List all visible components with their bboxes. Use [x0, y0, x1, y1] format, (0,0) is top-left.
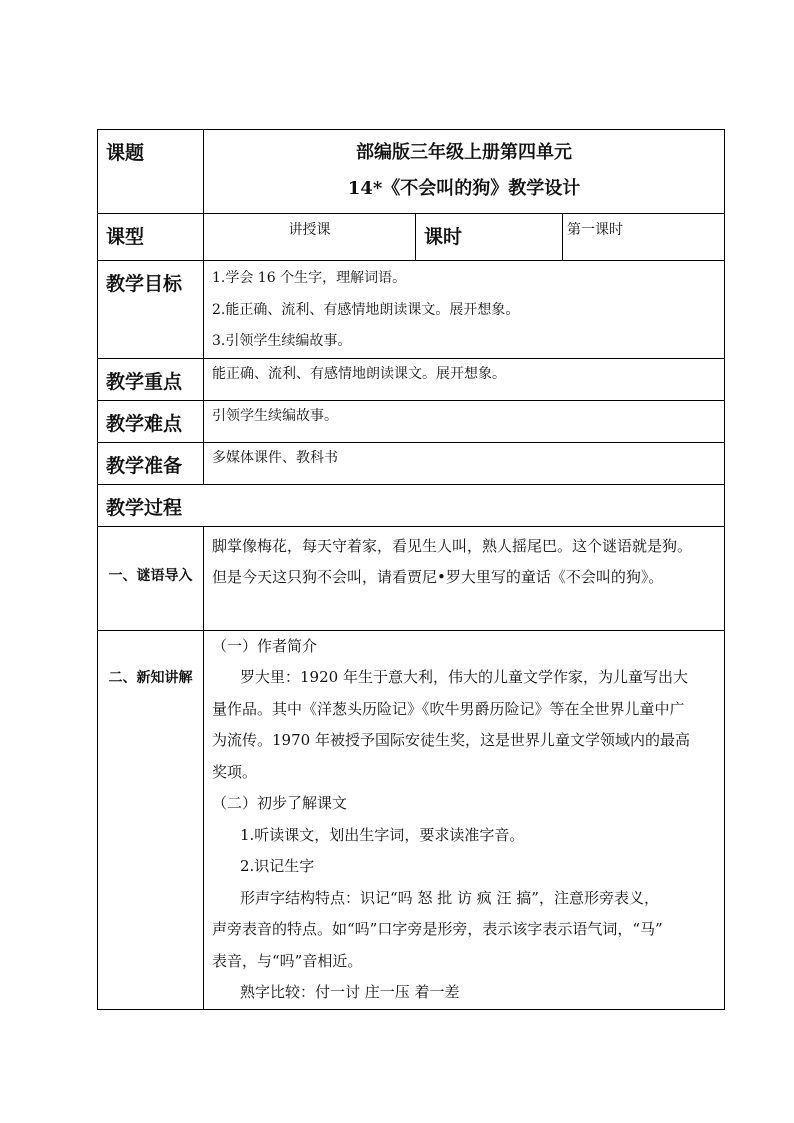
- character-structure-line: 声旁表音的特点。如“吗”口字旁是形旁，表示该字表示语气词，“马”: [212, 920, 663, 938]
- section2-row: [98, 630, 725, 1009]
- section1-content: [204, 526, 725, 630]
- author-line: 罗大里：1920 年生于意大利，伟大的儿童文学作家，为儿童写出大: [240, 668, 688, 686]
- key-points-row: [98, 358, 725, 400]
- author-line: 为流传。1970 年被授予国际安徒生奖，这是世界儿童文学领域内的最高: [212, 731, 690, 749]
- step-item: 1.听读课文，划出生字词，要求读准字音。: [240, 825, 525, 844]
- section2-content: [204, 630, 725, 1009]
- lesson-plan-table: [97, 129, 725, 1010]
- riddle-line: 脚掌像梅花，每天守着家，看见生人叫，熟人摇尾巴。这个谜语就是狗。: [212, 536, 693, 555]
- lesson-type-label: 课型: [98, 214, 204, 261]
- difficulties-value: 引领学生续编故事。: [204, 400, 725, 442]
- lesson-type-value: 讲授课: [204, 214, 416, 261]
- step-item: 2.识记生字: [240, 857, 315, 875]
- topic-label: 课题: [98, 130, 204, 214]
- preparation-value: 多媒体课件、教科书: [204, 442, 725, 484]
- author-heading: （一）作者简介: [212, 636, 318, 655]
- key-points-label: 教学重点: [98, 358, 204, 400]
- text-heading: （二）初步了解课文: [212, 794, 348, 812]
- lesson-title: [204, 130, 725, 214]
- author-line: 奖项。: [212, 762, 258, 781]
- lesson-title-line2: 14*《不会叫的狗》教学设计: [347, 178, 581, 199]
- process-label: 教学过程: [98, 484, 725, 526]
- goals-row: [98, 261, 725, 359]
- goal-item: 3.引领学生续编故事。: [212, 333, 352, 349]
- period-label: 课时: [416, 214, 563, 261]
- lesson-plan-sheet: [97, 129, 724, 1001]
- author-line: 量作品。其中《洋葱头历险记》《吹牛男爵历险记》等在全世界儿童中广: [212, 699, 685, 718]
- goal-item: 2.能正确、流利、有感情地朗读课文。展开想象。: [212, 301, 520, 318]
- preparation-label: 教学准备: [98, 442, 204, 484]
- goals-list: [204, 261, 725, 359]
- section1-row: [98, 526, 725, 630]
- process-row: [98, 484, 725, 526]
- preparation-row: [98, 442, 725, 484]
- section1-label: 一、谜语导入: [98, 526, 204, 630]
- character-compare-line: 熟字比较：付一讨 庄一压 着一差: [240, 983, 460, 1001]
- character-structure-line: 形声字结构特点：识记“吗 怒 批 访 疯 汪 搞”，注意形旁表义，: [240, 888, 659, 907]
- lesson-type-row: [98, 214, 725, 261]
- character-structure-line: 表音，与“吗”音相近。: [212, 951, 363, 970]
- goals-label: 教学目标: [98, 261, 204, 359]
- goal-item: 1.学会 16 个生字，理解词语。: [212, 270, 407, 286]
- period-value: 第一课时: [563, 214, 725, 261]
- difficulties-label: 教学难点: [98, 400, 204, 442]
- difficulties-row: [98, 400, 725, 442]
- intro-line: 但是今天这只狗不会叫，请看贾尼•罗大里写的童话《不会叫的狗》。: [212, 568, 664, 586]
- lesson-title-line1: 部编版三年级上册第四单元: [356, 142, 573, 163]
- section2-label: 二、新知讲解: [98, 630, 204, 1009]
- topic-row: [98, 130, 725, 214]
- key-points-value: 能正确、流利、有感情地朗读课文。展开想象。: [204, 358, 725, 400]
